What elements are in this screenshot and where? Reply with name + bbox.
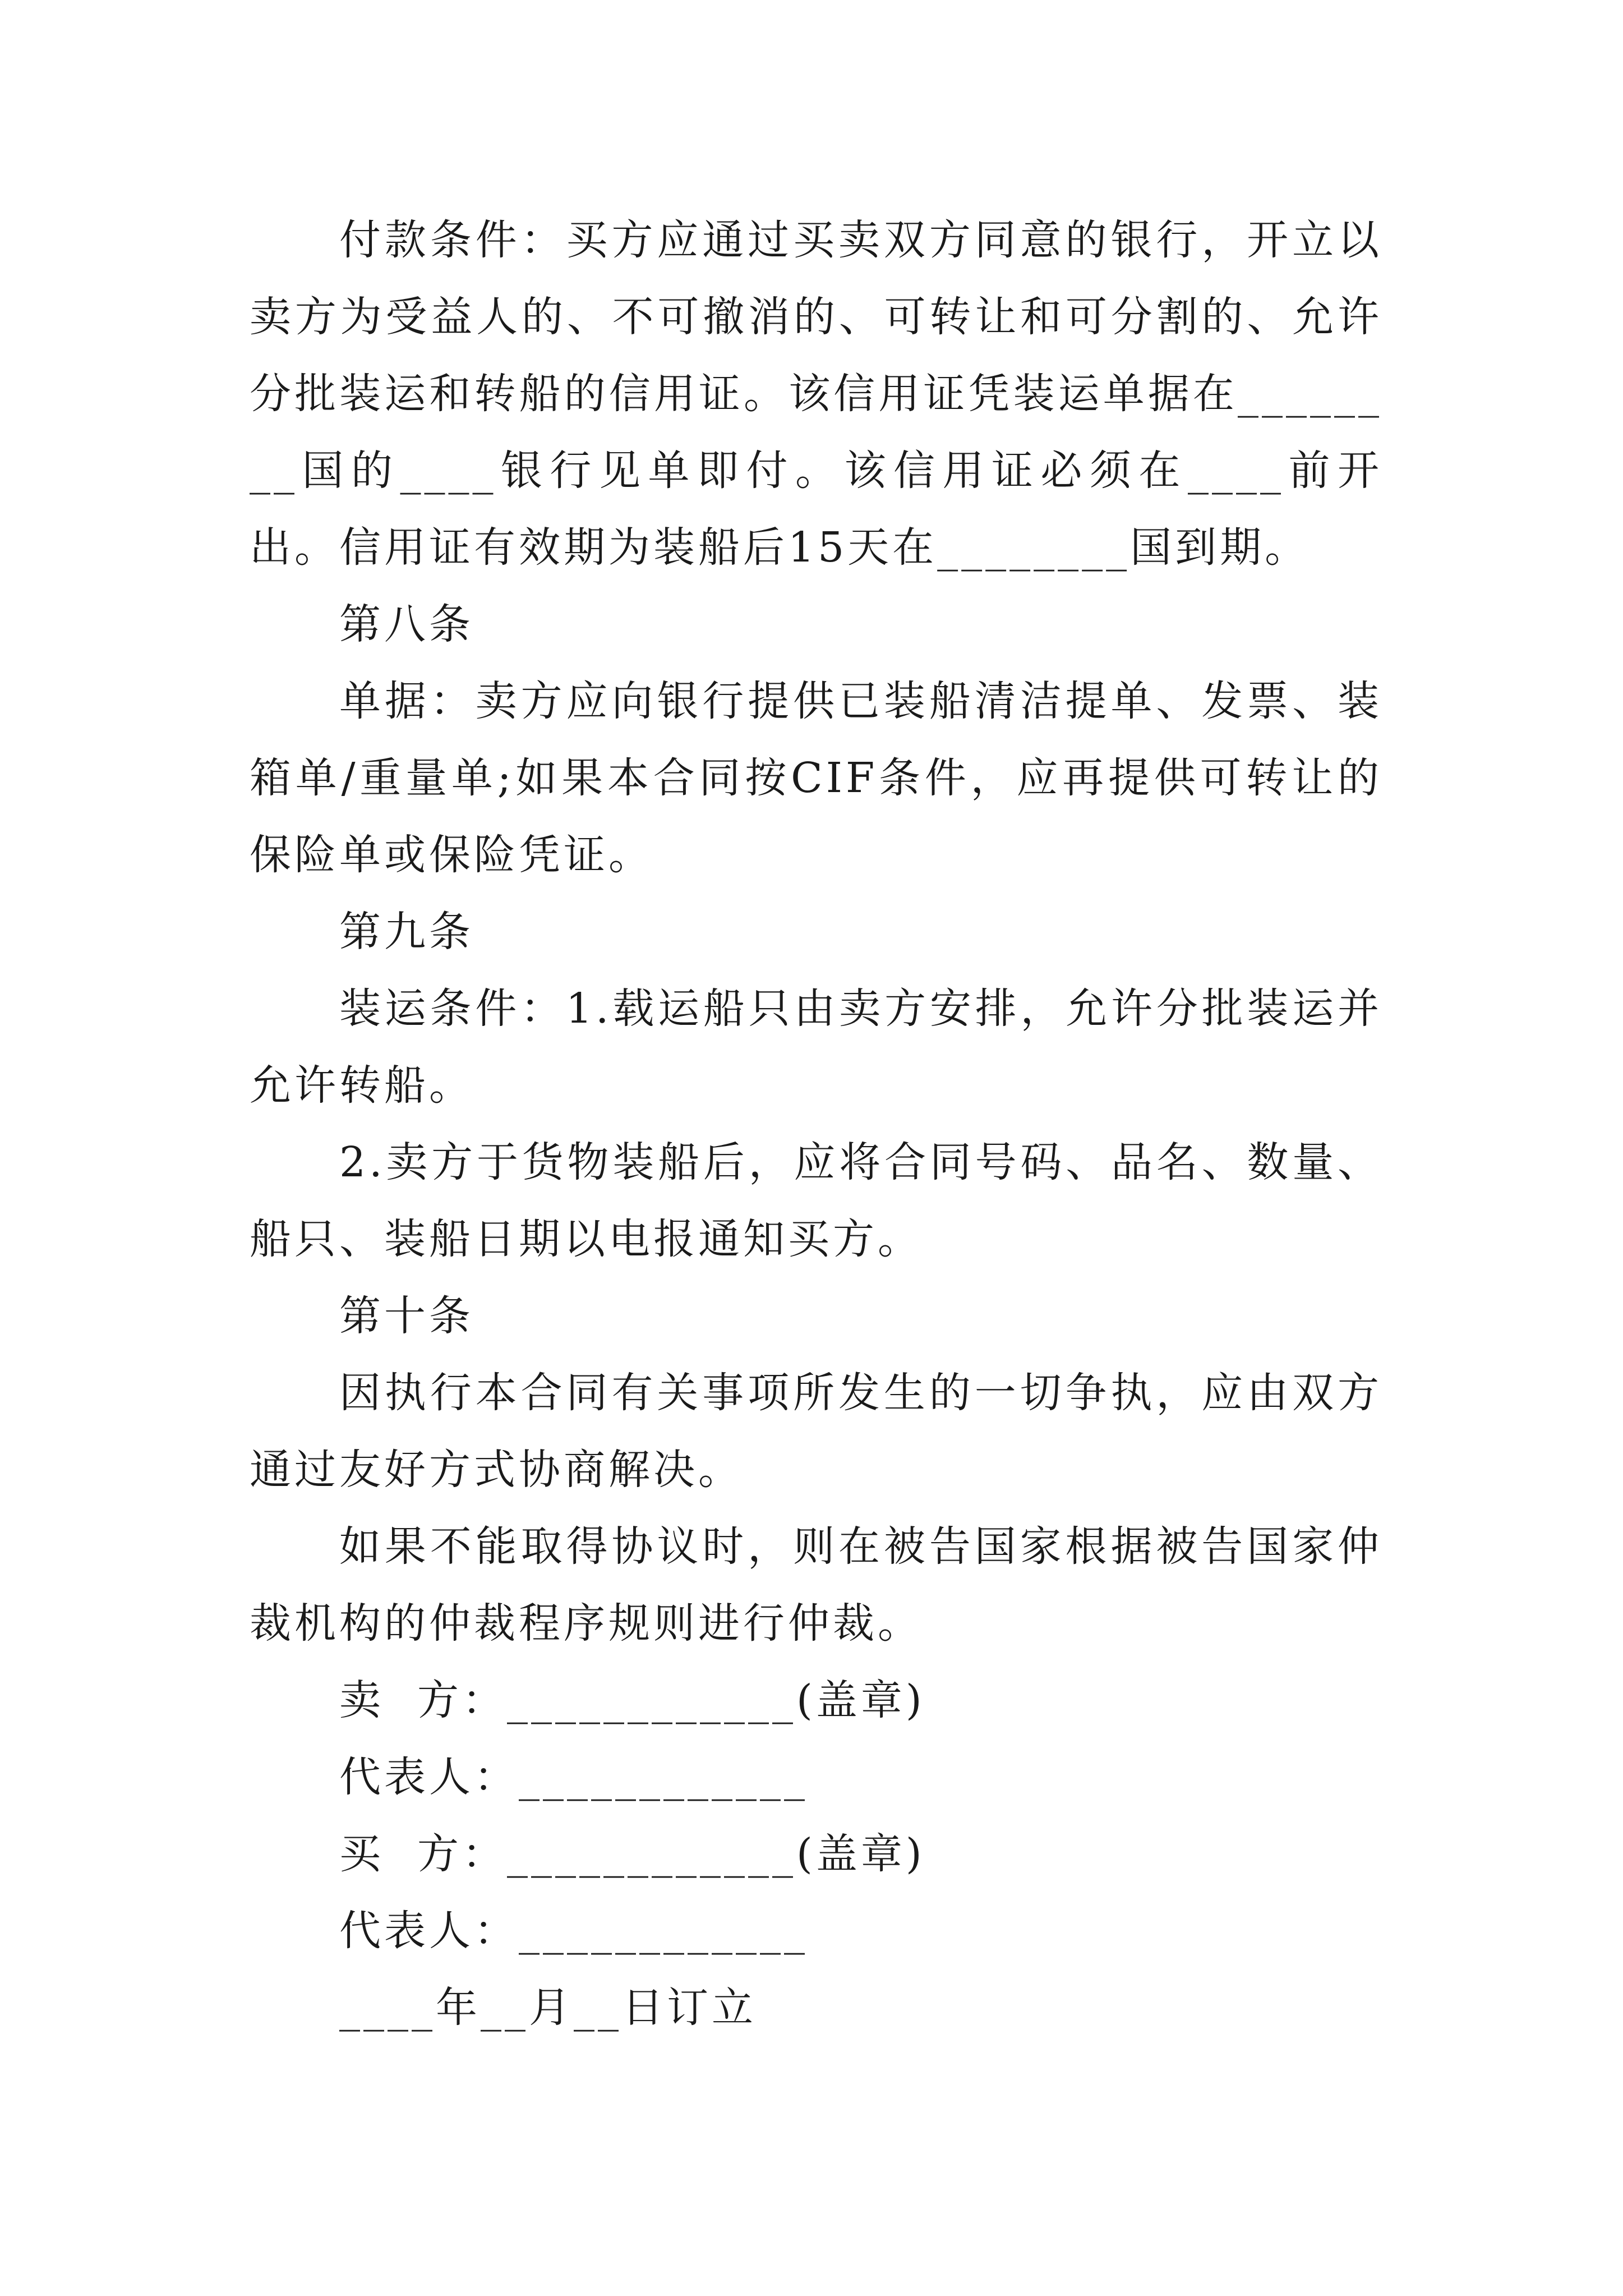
- seller-signature-line: 卖 方：____________(盖章): [339, 1676, 925, 1724]
- arbitration-paragraph: 如果不能取得协议时，则在被告国家根据被告国家仲裁机构的仲裁程序规则进行仲裁。: [250, 1522, 1382, 1648]
- article-9-heading: 第九条: [339, 908, 474, 956]
- article-10-heading: 第十条: [339, 1292, 474, 1340]
- buyer-representative-line: 代表人：____________: [339, 1907, 808, 1955]
- article-8-heading: 第八条: [339, 600, 474, 648]
- signing-date-line: ____年__月__日订立: [339, 1984, 757, 2032]
- shipment-terms-paragraph: 装运条件：1.载运船只由卖方安排，允许分批装运并允许转船。: [250, 984, 1382, 1110]
- payment-terms-paragraph: 付款条件：买方应通过买卖双方同意的银行，开立以卖方为受益人的、不可撤消的、可转让和可分割的、允许分批装运和转船的信用证。该信用证凭装运单据在________国的____银行见单即付。该信用证必须在____前开出。信用证有效期为装船后15天在________国到期。: [250, 216, 1382, 572]
- seller-representative-line: 代表人：____________: [339, 1753, 808, 1801]
- buyer-signature-line: 买 方：____________(盖章): [339, 1830, 925, 1878]
- dispute-paragraph: 因执行本合同有关事项所发生的一切争执，应由双方通过友好方式协商解决。: [250, 1369, 1382, 1494]
- contract-body: [250, 202, 1382, 2046]
- documents-paragraph: 单据：卖方应向银行提供已装船清洁提单、发票、装箱单/重量单;如果本合同按CIF条件，应再提供可转让的保险单或保险凭证。: [250, 677, 1382, 879]
- shipment-notice-paragraph: 2.卖方于货物装船后，应将合同号码、品名、数量、船只、装船日期以电报通知买方。: [250, 1138, 1382, 1263]
